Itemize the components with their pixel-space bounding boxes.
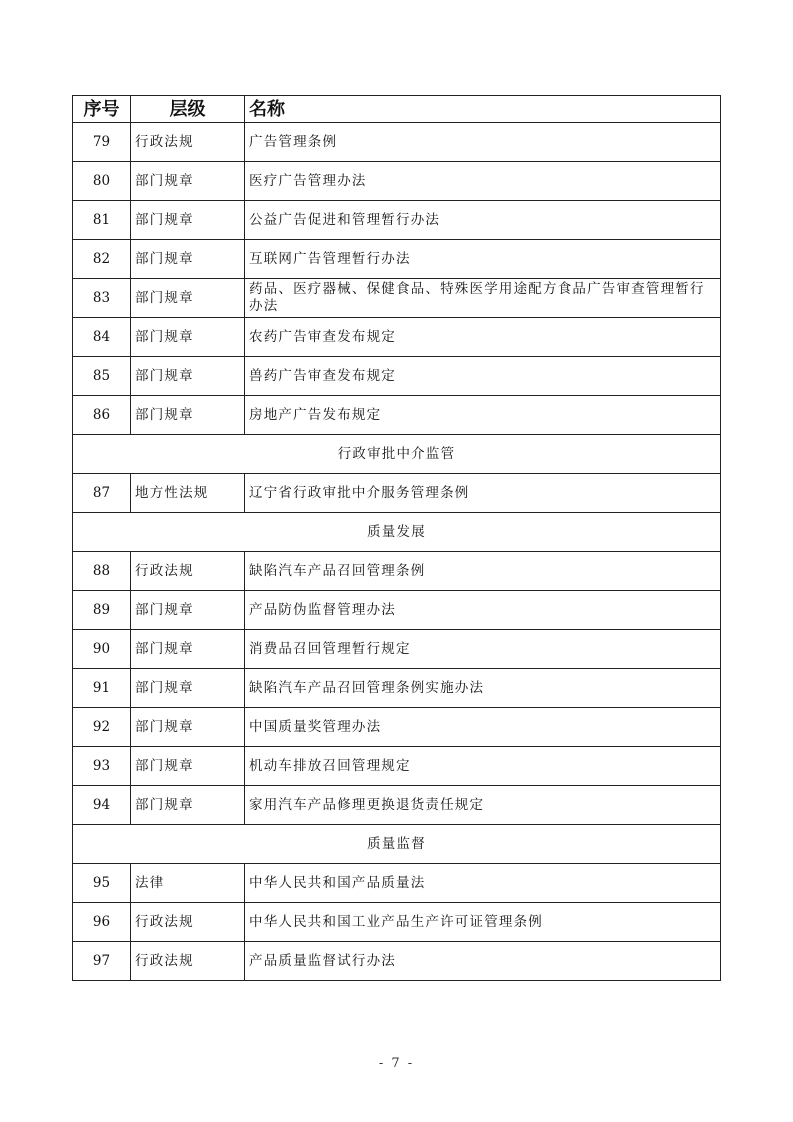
row-number: 91 xyxy=(73,669,131,708)
row-level: 部门规章 xyxy=(131,279,245,318)
row-level: 行政法规 xyxy=(131,552,245,591)
table-row xyxy=(73,786,721,825)
row-number: 97 xyxy=(73,942,131,981)
row-name: 广告管理条例 xyxy=(245,123,721,162)
table-row xyxy=(73,318,721,357)
row-name: 兽药广告审查发布规定 xyxy=(245,357,721,396)
row-name: 机动车排放召回管理规定 xyxy=(245,747,721,786)
row-name: 中华人民共和国工业产品生产许可证管理条例 xyxy=(245,903,721,942)
row-name: 医疗广告管理办法 xyxy=(245,162,721,201)
row-level: 地方性法规 xyxy=(131,474,245,513)
row-level: 部门规章 xyxy=(131,630,245,669)
row-name: 缺陷汽车产品召回管理条例 xyxy=(245,552,721,591)
row-name: 缺陷汽车产品召回管理条例实施办法 xyxy=(245,669,721,708)
table-row xyxy=(73,630,721,669)
table-row xyxy=(73,552,721,591)
header-name: 名称 xyxy=(245,96,721,123)
table-row xyxy=(73,669,721,708)
row-level: 部门规章 xyxy=(131,201,245,240)
row-level: 部门规章 xyxy=(131,786,245,825)
table-row xyxy=(73,240,721,279)
row-name: 互联网广告管理暂行办法 xyxy=(245,240,721,279)
table-row xyxy=(73,591,721,630)
table-row xyxy=(73,864,721,903)
row-level: 部门规章 xyxy=(131,747,245,786)
row-number: 79 xyxy=(73,123,131,162)
row-name: 产品质量监督试行办法 xyxy=(245,942,721,981)
row-number: 82 xyxy=(73,240,131,279)
row-number: 81 xyxy=(73,201,131,240)
header-number: 序号 xyxy=(73,96,131,123)
row-level: 行政法规 xyxy=(131,123,245,162)
row-number: 92 xyxy=(73,708,131,747)
table-row xyxy=(73,708,721,747)
row-number: 90 xyxy=(73,630,131,669)
row-name: 中国质量奖管理办法 xyxy=(245,708,721,747)
row-number: 80 xyxy=(73,162,131,201)
table-row xyxy=(73,396,721,435)
table-row xyxy=(73,162,721,201)
row-number: 95 xyxy=(73,864,131,903)
row-number: 94 xyxy=(73,786,131,825)
table-row xyxy=(73,357,721,396)
row-level: 部门规章 xyxy=(131,318,245,357)
table-row xyxy=(73,201,721,240)
section-row xyxy=(73,825,721,864)
section-title: 质量监督 xyxy=(73,825,721,864)
row-name: 公益广告促进和管理暂行办法 xyxy=(245,201,721,240)
row-number: 93 xyxy=(73,747,131,786)
table-row xyxy=(73,903,721,942)
table-header-row xyxy=(73,96,721,123)
row-number: 88 xyxy=(73,552,131,591)
section-title: 行政审批中介监管 xyxy=(73,435,721,474)
row-name: 药品、医疗器械、保健食品、特殊医学用途配方食品广告审查管理暂行办法 xyxy=(245,279,721,318)
row-number: 84 xyxy=(73,318,131,357)
row-name: 家用汽车产品修理更换退货责任规定 xyxy=(245,786,721,825)
row-name: 中华人民共和国产品质量法 xyxy=(245,864,721,903)
table-row xyxy=(73,279,721,318)
row-number: 89 xyxy=(73,591,131,630)
page-number: - 7 - xyxy=(378,1056,415,1071)
row-number: 96 xyxy=(73,903,131,942)
row-level: 部门规章 xyxy=(131,396,245,435)
row-number: 86 xyxy=(73,396,131,435)
row-number: 83 xyxy=(73,279,131,318)
row-level: 行政法规 xyxy=(131,903,245,942)
table-row xyxy=(73,474,721,513)
regulation-table xyxy=(72,95,721,981)
row-name: 辽宁省行政审批中介服务管理条例 xyxy=(245,474,721,513)
row-name: 房地产广告发布规定 xyxy=(245,396,721,435)
table-row xyxy=(73,123,721,162)
row-level: 部门规章 xyxy=(131,357,245,396)
row-level: 部门规章 xyxy=(131,669,245,708)
row-number: 87 xyxy=(73,474,131,513)
section-title: 质量发展 xyxy=(73,513,721,552)
table-body xyxy=(73,123,721,981)
section-row xyxy=(73,435,721,474)
row-name: 农药广告审查发布规定 xyxy=(245,318,721,357)
row-level: 行政法规 xyxy=(131,942,245,981)
table-row xyxy=(73,942,721,981)
section-row xyxy=(73,513,721,552)
row-level: 法律 xyxy=(131,864,245,903)
table-row xyxy=(73,747,721,786)
row-level: 部门规章 xyxy=(131,591,245,630)
row-level: 部门规章 xyxy=(131,708,245,747)
row-number: 85 xyxy=(73,357,131,396)
row-name: 产品防伪监督管理办法 xyxy=(245,591,721,630)
row-level: 部门规章 xyxy=(131,240,245,279)
header-level: 层级 xyxy=(131,96,245,123)
row-level: 部门规章 xyxy=(131,162,245,201)
row-name: 消费品召回管理暂行规定 xyxy=(245,630,721,669)
